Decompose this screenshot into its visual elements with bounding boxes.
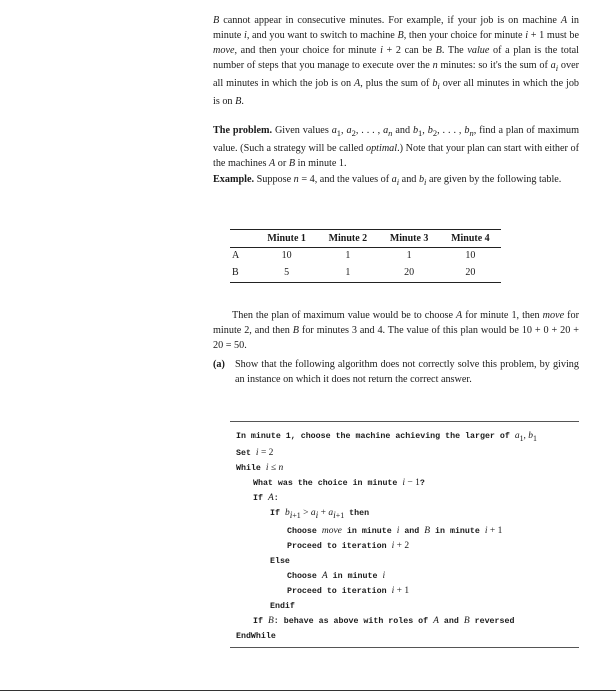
code-line: Else	[270, 556, 290, 566]
emphasis: value	[467, 45, 490, 56]
code-line: While i ≤ n	[236, 462, 284, 473]
intro-paragraph: B cannot appear in consecutive minutes. For example, if your job is on machine A in minute i, and you want to switch to machine B, then your choice for minute i + 1 must be move, and then your choice for minute i + 2 can be B. The value of a plan is the total number of steps that you manage to execute over the n minutes: so it's the sum of $a_i$ over all minutes in which the job is on A, plus the sum of $b_i$ over all minutes in which the job is on B.	[213, 15, 580, 108]
text-run: for minutes 3 and 4. The value of this plan would be	[301, 325, 519, 336]
table-cell: 20	[440, 265, 501, 283]
text-run: over all minutes in which the job is on	[213, 78, 580, 108]
text-run: , then your choice for minute	[403, 30, 523, 41]
problem-paragraph	[213, 123, 579, 171]
math-var: A	[456, 310, 463, 321]
math-expr: $a_1$, $a_2$, . . . , $a_n$	[331, 125, 393, 139]
text-run: .) Note that your plan can start with either of the machines	[213, 143, 579, 170]
text-run: are given by the following table.	[428, 174, 562, 185]
table-header-cell: Minute 3	[379, 230, 440, 248]
table-header-row	[230, 230, 501, 248]
problem-label: The problem.	[213, 125, 273, 136]
math-expr: n = 4	[293, 174, 315, 185]
text-run: or	[277, 158, 287, 170]
code-line: Proceed to iteration i + 2	[287, 540, 410, 551]
code-line: Proceed to iteration i + 1	[287, 585, 410, 596]
math-var: B	[397, 30, 404, 41]
table-cell: 10	[465, 250, 476, 261]
emphasis: move	[213, 45, 235, 56]
solution-paragraph: Then the plan of maximum value would be to choose A for minute 1, then move for minute 2, and then B for minutes 3 and 4. The value of this plan would be 10 + 0 + 20 + 20 = 50.	[213, 310, 580, 351]
table-cell: 1	[406, 250, 412, 261]
math-expr: 10 + 0 + 20 + 20 = 50	[213, 325, 580, 351]
math-expr: $b_i$	[418, 174, 427, 188]
table-cell: B	[230, 265, 256, 283]
code-line: If B: behave as above with roles of A and B reversed	[253, 615, 515, 626]
text-run: cannot appear in consecutive minutes. For example, if your job is on machine	[223, 15, 557, 26]
text-run: minutes: so it's the sum of	[440, 60, 548, 71]
code-line: Set i = 2	[236, 447, 274, 458]
text-run: and	[395, 125, 411, 136]
table-row	[230, 265, 501, 283]
page-edge-rule	[0, 690, 616, 691]
text-run: in minute 1.	[297, 158, 347, 170]
text-run: Then the plan of maximum value would be to choose	[232, 310, 454, 321]
text-run: must be	[546, 30, 580, 41]
math-expr: $b_1$, $b_2$, . . . , $b_n$	[412, 125, 474, 139]
text-run: Suppose	[256, 174, 292, 185]
math-expr: i + 2	[380, 45, 402, 56]
values-table	[230, 229, 501, 283]
text-run: in minute	[213, 15, 580, 41]
code-line: EndWhile	[236, 631, 276, 641]
example-paragraph	[213, 172, 579, 190]
text-run: , plus the sum of	[360, 78, 430, 90]
text-run: over all minutes in which the job is on	[213, 60, 580, 90]
math-var: A	[354, 78, 361, 90]
text-run: for minute 2, and then	[213, 310, 580, 336]
text-run: . The	[441, 45, 464, 56]
algorithm-code	[230, 422, 579, 644]
table-header-cell: Minute 4	[440, 230, 501, 248]
math-var: B	[435, 45, 442, 56]
math-var: i	[243, 30, 247, 41]
bottom-rule	[230, 647, 579, 648]
part-a-label: (a)	[213, 359, 225, 370]
math-var: B	[213, 15, 220, 26]
table-header-cell: Minute 1	[256, 230, 317, 248]
math-var: B	[288, 158, 296, 170]
code-line: Endif	[270, 601, 295, 611]
table-cell: A	[232, 250, 240, 261]
table-row	[230, 248, 501, 266]
text-run: of a plan is the total number of steps that you manage to execute over the	[213, 45, 580, 71]
text-run: can be	[404, 45, 433, 56]
math-expr: $b_i$	[432, 78, 440, 92]
code-line: Choose A in minute i	[287, 570, 386, 581]
algorithm-box	[230, 421, 579, 648]
text-run: , and then your choice for minute	[234, 45, 377, 56]
code-line: What was the choice in minute i − 1?	[253, 477, 425, 488]
table-cell: 1	[317, 265, 378, 283]
table-cell: 10	[281, 250, 292, 261]
table-cell: 1	[345, 250, 351, 261]
table-header-cell: Minute 2	[317, 230, 378, 248]
code-line: If A:	[253, 492, 279, 503]
table-cell: 5	[256, 265, 317, 283]
text-run: , and you want to switch to machine	[246, 30, 395, 41]
table-header-cell	[230, 230, 256, 248]
math-var: A	[560, 15, 568, 26]
emphasis: optimal	[365, 143, 398, 155]
code-line: Choose move in minute i and B in minute i + 1	[287, 525, 503, 536]
emphasis: move	[542, 310, 565, 321]
part-a-text: Show that the following algorithm does not correctly solve this problem, by giving an instance on which it does not return the correct answer.	[235, 359, 579, 385]
code-line: In minute 1, choose the machine achieving the larger of $a_1$, $b_1$	[236, 431, 537, 443]
text-run: and	[401, 174, 417, 185]
math-var: n	[432, 60, 438, 71]
math-expr: i + 1	[525, 30, 545, 41]
text-run: for minute 1, then	[465, 310, 540, 321]
text-run: , and the values of	[314, 174, 390, 185]
example-label: Example.	[213, 174, 255, 185]
code-line: If $b_{i+1} > a_i + a_{i+1}$ then	[270, 507, 370, 521]
math-expr: $a_i$	[550, 60, 559, 74]
math-var: B	[292, 325, 300, 336]
math-var: A	[269, 158, 276, 170]
text-run: Given values	[274, 125, 329, 136]
math-var: B	[235, 96, 242, 108]
table-cell: 20	[379, 265, 440, 283]
part-a	[213, 357, 579, 387]
math-expr: $a_i$	[391, 174, 400, 188]
text-run: , find a plan of maximum value. (Such a strategy will be called	[213, 125, 580, 155]
